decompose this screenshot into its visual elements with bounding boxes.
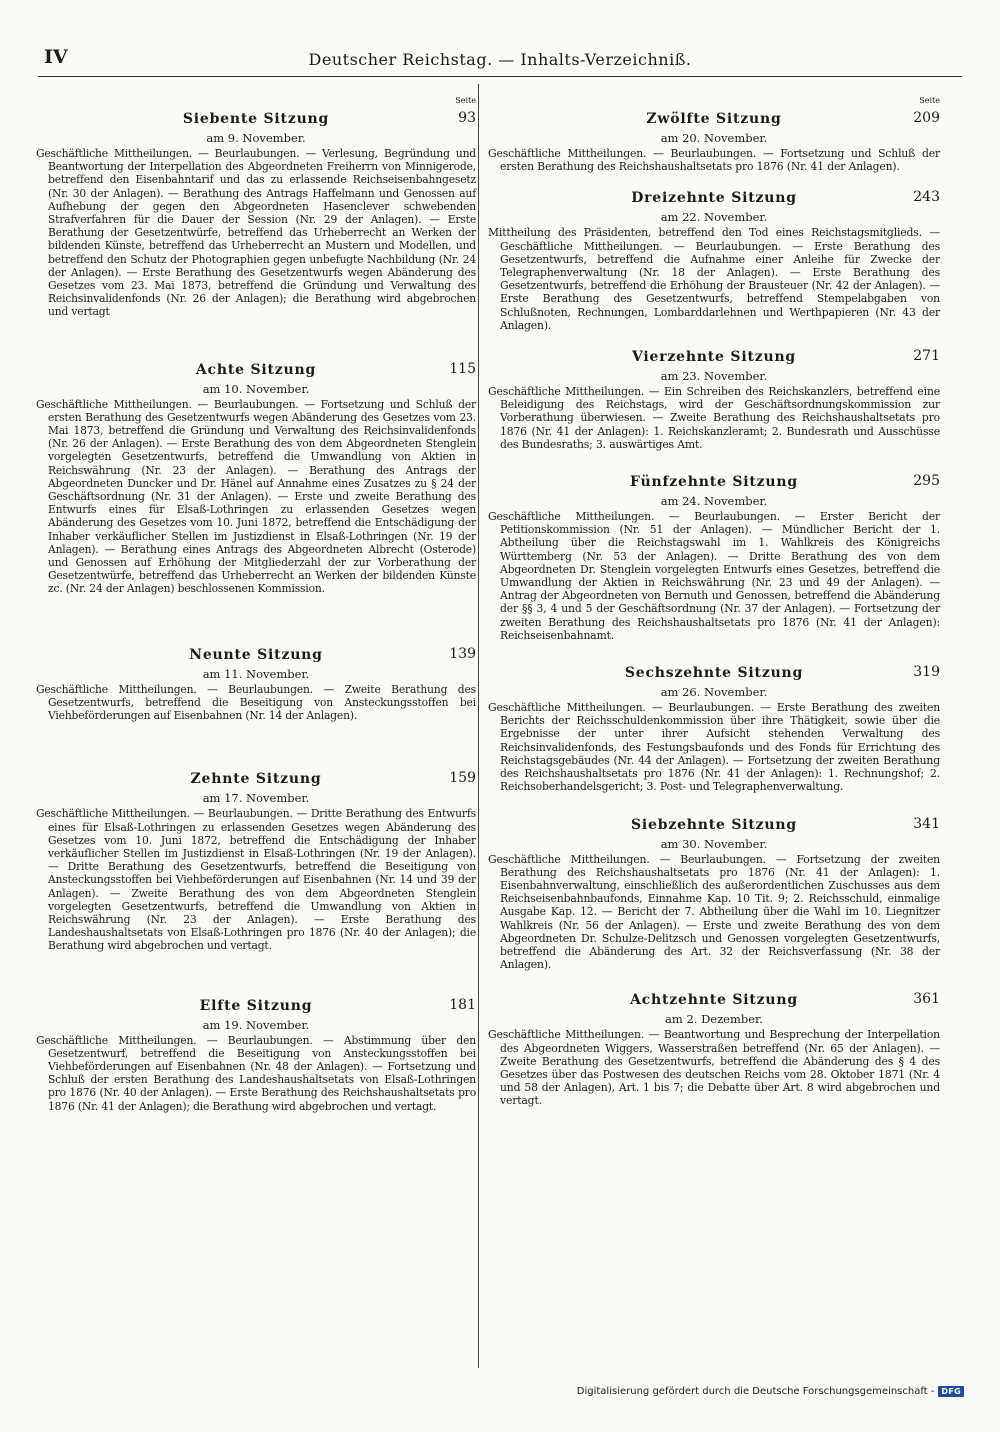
sitzung-summary: Geschäftliche Mittheilungen. — Beurlaubungen. — Erste Berathung des zweiten Berichts der Reichsschuldenkommission über ihre Thätigkeit, sowie über die Ergebnisse der unter ihrer Aufsicht stehenden Verwaltung des Reichsinvalidenfonds, des Festungsbaufonds und des Fonds für Errichtung des Reichstagsgebäudes (Nr. 44 der Anlagen). — Fortsetzung der zweiten Berathung des Reichshaushaltsetats pro 1876 (Nr. 41 der Anlagen): 1. Rechnungshof; 2. Reichsoberhandelsgericht; 3. Post- und Telegraphenverwaltung. bbox=[488, 701, 940, 794]
sitzung-date: am 2. Dezember. bbox=[665, 1012, 763, 1027]
sitzung-summary: Geschäftliche Mittheilungen. — Beurlaubungen. — Zweite Berathung des Gesetzentwurfs, betreffend die Beseitigung von Ansteckungsstoffen bei Viehbeförderungen auf Eisenbahnen (Nr. 14 der Anlagen). bbox=[36, 682, 476, 723]
sitzung-date: am 23. November. bbox=[660, 369, 768, 384]
entry-heading bbox=[488, 106, 940, 130]
page-ref: 295 bbox=[913, 473, 940, 490]
entry-heading bbox=[36, 993, 476, 1017]
page-ref: 139 bbox=[449, 645, 476, 662]
sitzung-title: Achte Sitzung bbox=[195, 361, 317, 378]
digitization-credit bbox=[577, 1386, 964, 1397]
sitzung-summary: Mittheilung des Präsidenten, betreffend den Tod eines Reichstagsmitglieds. — Geschäftliche Mittheilungen. — Beurlaubungen. — Erste Berathung des Gesetzentwurfs, betreffend die Aufnahme einer Anleihe für Zwecke der Telegraphenverwaltung (Nr. 18 der Anlagen). — Erste Berathung des Gesetzentwurfs, betreffend die Erhöhung der Brausteuer (Nr. 42 der Anlagen). — Erste Berathung des Gesetzentwurfs, betreffend Stempelabgaben von Schlußnoten, Rechnungen, Lombarddarlehnen und Werthpapieren (Nr. 43 der Anlagen). bbox=[488, 226, 940, 332]
sitzung-date: am 30. November. bbox=[660, 836, 768, 851]
running-title: Deutscher Reichstag. — Inhalts-Verzeichniß. bbox=[308, 50, 692, 69]
sitzung-summary: Geschäftliche Mittheilungen. — Beurlaubungen. — Abstimmung über den Gesetzentwurf, betreffend die Beseitigung von Ansteckungsstoffen bei Viehbeförderungen auf Eisenbahnen (Nr. 48 der Anlagen). — Fortsetzung und Schluß der ersten Berathung des Landeshaushaltsetats von Elsaß-Lothringen pro 1876 (Nr. 40 der Anlagen). — Erste Berathung des Reichshaushaltsetats pro 1876 (Nr. 41 der Anlagen); die Berathung wird abgebrochen und vertagt. bbox=[36, 1033, 476, 1113]
dfg-logo: DFG bbox=[938, 1386, 964, 1397]
sitzung-date: am 9. November. bbox=[206, 131, 306, 145]
seite-label: Seite bbox=[455, 96, 476, 105]
sitzung-title: Dreizehnte Sitzung bbox=[631, 190, 797, 207]
sitzung-date: am 11. November. bbox=[202, 666, 310, 681]
column-divider bbox=[478, 84, 479, 1368]
sitzung-title: Siebzehnte Sitzung bbox=[631, 816, 797, 833]
page-ref: 209 bbox=[913, 110, 940, 126]
sitzung-date: am 26. November. bbox=[660, 685, 768, 700]
sitzung-entry-12 bbox=[488, 106, 940, 173]
sitzung-entry-18 bbox=[488, 987, 940, 1107]
sitzung-title: Neunte Sitzung bbox=[189, 646, 323, 663]
sitzung-title: Zehnte Sitzung bbox=[190, 771, 322, 788]
page-ref: 361 bbox=[913, 991, 940, 1008]
sitzung-title: Siebente Sitzung bbox=[182, 111, 330, 127]
page-ref: 115 bbox=[449, 360, 476, 377]
sitzung-entry-11 bbox=[36, 993, 476, 1113]
sitzung-title: Achtzehnte Sitzung bbox=[630, 992, 798, 1009]
sitzung-title: Fünfzehnte Sitzung bbox=[630, 474, 798, 491]
sitzung-date: am 20. November. bbox=[660, 131, 768, 145]
entry-heading bbox=[36, 106, 476, 130]
sitzung-title: Elfte Sitzung bbox=[199, 997, 313, 1014]
sitzung-entry-14 bbox=[488, 344, 940, 451]
entry-heading bbox=[36, 642, 476, 666]
sitzung-summary: Geschäftliche Mittheilungen. — Beurlaubungen. — Fortsetzung der zweiten Berathung des Reichshaushaltsetats pro 1876 (Nr. 41 der Anlagen): 1. Eisenbahnverwaltung, einschließlich des außerordentlichen Zuschusses aus dem Reichseisenbahnbaufonds, Einnahme Kap. 10 Tit. 9; 2. Reichsschuld, einmalige Ausgabe Kap. 12. — Bericht der 7. Abtheilung über die Wahl im 10. Liegnitzer Wahlkreis (Nr. 56 der Anlagen). — Erste und zweite Berathung des von dem Abgeordneten Dr. Schulze-Delitzsch und Genossen vorgelegten Gesetzentwurfs, betreffend die Abänderung des Art. 32 der Reichsverfassung (Nr. 38 der Anlagen). bbox=[488, 852, 940, 972]
sitzung-entry-16 bbox=[488, 660, 940, 793]
sitzung-date: am 22. November. bbox=[660, 210, 768, 225]
page-ref: 271 bbox=[913, 348, 940, 365]
sitzung-entry-8 bbox=[36, 357, 476, 596]
header-rule bbox=[38, 76, 962, 77]
entry-heading bbox=[36, 357, 476, 381]
page-ref: 181 bbox=[449, 996, 476, 1013]
entry-heading bbox=[488, 987, 940, 1011]
entry-heading bbox=[488, 812, 940, 836]
sitzung-date: am 24. November. bbox=[660, 494, 768, 509]
sitzung-title: Vierzehnte Sitzung bbox=[631, 349, 797, 366]
right-column bbox=[488, 96, 940, 1108]
sitzung-summary: Geschäftliche Mittheilungen. — Beurlaubungen. — Fortsetzung und Schluß der ersten Berathung des Reichshaushaltsetats pro 1876 (Nr. 41 der Anlagen). bbox=[488, 147, 940, 174]
sitzung-entry-7 bbox=[36, 106, 476, 319]
sitzung-entry-13 bbox=[488, 185, 940, 332]
sitzung-date: am 17. November. bbox=[202, 791, 310, 806]
entry-heading bbox=[488, 344, 940, 368]
credit-text: Digitalisierung gefördert durch die Deutsche Forschungsgemeinschaft - bbox=[576, 1386, 935, 1397]
sitzung-summary: Geschäftliche Mittheilungen. — Beurlaubungen. — Verlesung, Begründung und Beantwortung der Interpellation des Abgeordneten Freiherrn von Minnigerode, betreffend den Eisenbahntarif und das zu erlassende Reichseisenbahngesetz (Nr. 30 der Anlagen). — Berathung des Antrags Haffelmann und Genossen auf Aufhebung der gegen den Abgeordneten Hasenclever schwebenden Strafverfahren für die Dauer der Session (Nr. 29 der Anlagen). — Erste Berathung der Gesetzentwürfe, betreffend das Urheberrecht an Werken der bildenden Künste, betreffend das Urheberrecht an Mustern und Modellen, und betreffend den Schutz der Photographien gegen unbefugte Nachbildung (Nr. 24 der Anlagen). — Erste Berathung des Gesetzentwurfs wegen Abänderung des Gesetzes vom 23. Mai 1873, betreffend die Gründung und Verwaltung des Reichsinvalidenfonds (Nr. 26 der Anlagen); die Berathung wird abgebrochen und vertagt bbox=[36, 147, 476, 319]
sitzung-summary: Geschäftliche Mittheilungen. — Beurlaubungen. — Fortsetzung und Schluß der ersten Berathung des Gesetzentwurfs wegen Abänderung des Gesetzes vom 23. Mai 1873, betreffend die Gründung und Verwaltung des Reichsinvalidenfonds (Nr. 26 der Anlagen). — Erste Berathung des von dem Abgeordneten Stenglein vorgelegten Gesetzentwurfs, betreffend die Umwandlung von Aktien in Reichswährung (Nr. 23 der Anlagen). — Berathung des Antrags der Abgeordneten Duncker und Dr. Hänel auf Annahme eines Zusatzes zu § 24 der Geschäftsordnung (Nr. 31 der Anlagen). — Erste und zweite Berathung des Entwurfs eines für Elsaß-Lothringen zu erlassenden Gesetzes wegen Abänderung des Gesetzes vom 10. Juni 1872, betreffend die Entschädigung der Inhaber verkäuflicher Stellen im Justizdienst in Elsaß-Lothringen (Nr. 19 der Anlagen). — Berathung eines Antrags des Abgeordneten Albrecht (Osterode) und Genossen auf Erhöhung der Mitgliederzahl der zur Vorberathung der Gesetzentwürfe, betreffend das Urheberrecht an Werken der bildenden Künste zc. (Nr. 24 der Anlagen) beschlossenen Kommission. bbox=[36, 397, 476, 596]
entry-heading bbox=[488, 185, 940, 209]
sitzung-title: Zwölfte Sitzung bbox=[646, 111, 782, 127]
page-ref: 159 bbox=[449, 770, 476, 787]
sitzung-entry-10 bbox=[36, 766, 476, 952]
sitzung-summary: Geschäftliche Mittheilungen. — Beurlaubungen. — Erster Bericht der Petitionskommission (Nr. 51 der Anlagen). — Mündlicher Bericht der 1. Abtheilung über die Reichstagswahl im 1. Wahlkreis des Königreichs Württemberg (Nr. 53 der Anlagen). — Dritte Berathung des von dem Abgeordneten Dr. Stenglein vorgelegten Entwurfs eines Gesetzes, betreffend die Umwandlung der Aktien in Reichswährung (Nr. 23 und 49 der Anlagen). — Antrag der Abgeordneten von Bernuth und Genossen, betreffend die Abänderung der §§ 3, 4 und 5 der Geschäftsordnung (Nr. 37 der Anlagen). — Fortsetzung der zweiten Berathung des Reichshaushaltsetats pro 1876 (Nr. 41 der Anlagen): Reichseisenbahnamt. bbox=[488, 510, 940, 642]
sitzung-summary: Geschäftliche Mittheilungen. — Beurlaubungen. — Dritte Berathung des Entwurfs eines für Elsaß-Lothringen zu erlassenden Gesetzes wegen Abänderung des Gesetzes vom 10. Juni 1872, betreffend die Entschädigung der Inhaber verkäuflicher Stellen im Justizdienst in Elsaß-Lothringen (Nr. 19 der Anlagen). — Dritte Berathung des Gesetzentwurfs, betreffend die Beseitigung von Ansteckungsstoffen bei Viehbeförderungen auf Eisenbahnen (Nr. 14 und 39 der Anlagen). — Zweite Berathung des von dem Abgeordneten Stenglein vorgelegten Gesetzentwurfs, betreffend die Umwandlung von Aktien in Reichswährung (Nr. 23 der Anlagen). — Erste Berathung des Landeshaushaltsetats von Elsaß-Lothringen pro 1876 (Nr. 40 der Anlagen); die Berathung wird abgebrochen und vertagt. bbox=[36, 807, 476, 953]
page-number: IV bbox=[44, 46, 68, 68]
sitzung-date: am 19. November. bbox=[202, 1017, 310, 1032]
sitzung-entry-9 bbox=[36, 642, 476, 723]
entry-heading bbox=[36, 766, 476, 790]
page-ref: 243 bbox=[913, 189, 940, 206]
page-ref: 93 bbox=[458, 110, 476, 126]
sitzung-entry-15 bbox=[488, 469, 940, 642]
entry-heading bbox=[488, 469, 940, 493]
page-ref: 341 bbox=[913, 815, 940, 832]
sitzung-date: am 10. November. bbox=[202, 381, 310, 396]
left-column bbox=[36, 96, 476, 1113]
page-ref: 319 bbox=[913, 664, 940, 681]
sitzung-summary: Geschäftliche Mittheilungen. — Ein Schreiben des Reichskanzlers, betreffend eine Beleidigung des Reichstags, wird der Geschäftsordnungskommission zur Vorberathung überwiesen. — Zweite Berathung des Reichshaushaltsetats pro 1876 (Nr. 41 der Anlagen): 1. Reichskanzleramt; 2. Bundesrath und Ausschüsse des Bundesraths; 3. auswärtiges Amt. bbox=[488, 385, 940, 451]
entry-heading bbox=[488, 660, 940, 684]
sitzung-summary: Geschäftliche Mittheilungen. — Beantwortung und Besprechung der Interpellation des Abgeordneten Wiggers, Wasserstraßen betreffend (Nr. 65 der Anlagen). — Zweite Berathung des Gesetzentwurfs, betreffend die Abänderung des § 4 des Gesetzes über das Postwesen des deutschen Reichs vom 28. Oktober 1871 (Nr. 4 und 58 der Anlagen), Art. 1 bis 7; die Debatte über Art. 8 wird abgebrochen und vertagt. bbox=[488, 1028, 940, 1108]
seite-label: Seite bbox=[919, 96, 940, 105]
sitzung-title: Sechszehnte Sitzung bbox=[624, 665, 804, 682]
sitzung-entry-17 bbox=[488, 812, 940, 972]
